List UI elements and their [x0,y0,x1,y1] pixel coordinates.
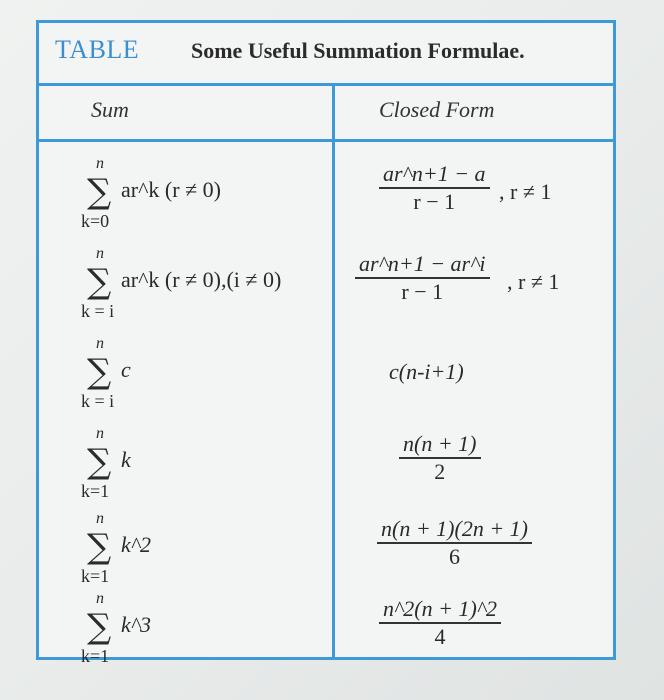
summand: k^3 [121,612,152,637]
summand: ar^k (r ≠ 0) [121,177,221,202]
closed-form-text: c(n-i+1) [389,359,464,384]
closed-form [339,588,609,678]
header-divider [39,139,613,142]
sum-expression [79,333,329,423]
sigma-symbol: ∑ [87,527,112,567]
upper-limit: n [96,245,104,262]
closed-form [339,153,609,243]
table-label: TABLE [55,35,140,64]
fraction-numerator: n(n + 1)(2n + 1) [381,516,528,541]
fraction-denominator: 6 [377,542,532,570]
closed-form [339,333,609,423]
sigma-symbol: ∑ [87,262,112,302]
header-sum: Sum [91,97,129,122]
sigma-symbol: ∑ [87,352,112,392]
fraction [379,596,501,650]
upper-limit: n [96,510,104,527]
fraction [377,516,532,570]
lower-limit: k=1 [81,566,110,586]
fraction [379,161,490,215]
lower-limit: k = i [81,301,115,321]
upper-limit: n [96,590,104,607]
sum-expression [79,423,329,513]
fraction-numerator: n^2(n + 1)^2 [383,596,498,621]
fraction-numerator: ar^n+1 − ar^i [359,251,486,276]
fraction [399,431,481,485]
sum-expression [79,588,329,678]
header-closed-form: Closed Form [379,97,495,122]
upper-limit: n [96,155,104,172]
lower-limit: k=1 [81,646,110,666]
upper-limit: n [96,425,104,442]
summand: c [121,357,131,382]
lower-limit: k = i [81,391,115,411]
lower-limit: k=0 [81,211,110,231]
sum-expression [79,153,329,243]
fraction-denominator: 2 [399,457,481,485]
condition: , r ≠ 1 [499,179,552,204]
summand: ar^k (r ≠ 0),(i ≠ 0) [121,267,282,292]
table-title-row [39,23,613,86]
table-grid [39,83,613,666]
closed-form [339,508,609,598]
sum-expression [79,243,329,333]
fraction-numerator: ar^n+1 − a [383,161,486,186]
lower-limit: k=1 [81,481,110,501]
sigma-symbol: ∑ [87,442,112,482]
summand: k [121,447,131,472]
fraction [355,251,490,305]
summation-table [36,20,616,666]
closed-form [339,423,609,513]
summand: k^2 [121,532,152,557]
fraction-denominator: r − 1 [379,187,490,215]
sigma-symbol: ∑ [87,607,112,647]
fraction-denominator: 4 [379,622,501,650]
table-caption: Some Useful Summation Formulae. [191,38,525,63]
fraction-denominator: r − 1 [355,277,490,305]
closed-form [339,243,609,333]
fraction-numerator: n(n + 1) [403,431,477,456]
sum-expression [79,508,329,598]
upper-limit: n [96,335,104,352]
column-divider [332,83,335,657]
sigma-symbol: ∑ [87,172,112,212]
condition: , r ≠ 1 [507,269,560,294]
